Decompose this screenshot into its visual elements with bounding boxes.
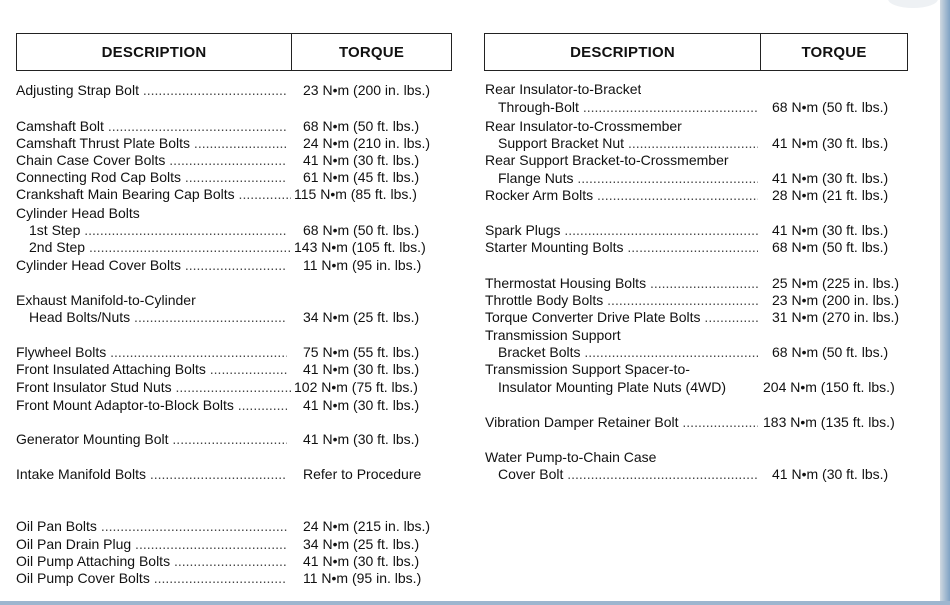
row-torque: 34 N•m (25 ft. lbs.) — [303, 536, 420, 552]
row-description: Cylinder Head Cover Bolts ..... — [16, 256, 287, 274]
row-description: Water Pump-to-Chain Case — [485, 449, 657, 465]
row-torque: 204 N•m (150 ft. lbs.) — [763, 379, 895, 395]
row-description: Cylinder Head Bolts — [16, 205, 140, 221]
row-description: Torque Converter Drive Plate Bolts ..... — [485, 308, 758, 326]
row-description: 2nd Step ..... — [29, 238, 291, 256]
row-description: Oil Pan Drain Plug ..... — [16, 535, 287, 553]
table-header-right — [484, 33, 908, 71]
row-torque: 41 N•m (30 ft. lbs.) — [772, 170, 889, 186]
row-torque: 31 N•m (270 in. lbs.) — [772, 309, 900, 325]
row-torque: 68 N•m (50 ft. lbs.) — [772, 99, 889, 115]
row-description: Oil Pan Bolts ..... — [16, 517, 287, 535]
row-torque: 183 N•m (135 ft. lbs.) — [763, 414, 895, 430]
row-description: Connecting Rod Cap Bolts ..... — [16, 168, 287, 186]
row-description: Front Insulator Stud Nuts ..... — [16, 378, 291, 396]
row-torque: 41 N•m (30 ft. lbs.) — [772, 135, 889, 151]
row-description: Cover Bolt ..... — [498, 465, 758, 483]
row-description: Insulator Mounting Plate Nuts (4WD) — [498, 379, 726, 395]
row-description: Exhaust Manifold-to-Cylinder — [16, 292, 196, 308]
row-torque: 102 N•m (75 ft. lbs.) — [294, 379, 418, 395]
row-description: Intake Manifold Bolts ..... — [16, 465, 287, 483]
row-description: Vibration Damper Retainer Bolt ..... — [485, 413, 758, 431]
row-torque: 68 N•m (50 ft. lbs.) — [772, 239, 889, 255]
row-torque: 41 N•m (30 ft. lbs.) — [303, 152, 420, 168]
row-torque: Refer to Procedure — [303, 466, 422, 482]
window-frame-bottom — [0, 601, 950, 605]
row-description: Bracket Bolts ..... — [498, 343, 758, 361]
window-corner — [888, 0, 938, 8]
row-description: Crankshaft Main Bearing Cap Bolts ..... — [16, 185, 291, 203]
row-description: Chain Case Cover Bolts ..... — [16, 151, 287, 169]
row-torque: 24 N•m (210 in. lbs.) — [303, 135, 431, 151]
row-description: Transmission Support Spacer-to- — [485, 361, 690, 377]
row-torque: 11 N•m (95 in. lbs.) — [303, 257, 422, 273]
row-torque: 143 N•m (105 ft. lbs.) — [294, 239, 426, 255]
description-header: DESCRIPTION — [17, 34, 292, 70]
row-torque: 24 N•m (215 in. lbs.) — [303, 518, 431, 534]
row-torque: 68 N•m (50 ft. lbs.) — [303, 222, 420, 238]
row-description: Starter Mounting Bolts ..... — [485, 238, 758, 256]
row-description: Through-Bolt ..... — [498, 98, 758, 116]
row-description: Throttle Body Bolts ..... — [485, 291, 758, 309]
table-header-left — [16, 33, 452, 71]
row-description: Head Bolts/Nuts ..... — [29, 308, 287, 326]
row-torque: 68 N•m (50 ft. lbs.) — [303, 118, 420, 134]
torque-header: TORQUE — [338, 43, 405, 61]
description-header: DESCRIPTION — [485, 34, 761, 70]
row-description: Rear Support Bracket-to-Crossmember — [485, 152, 729, 168]
row-description: Oil Pump Cover Bolts ..... — [16, 569, 287, 587]
row-description: Transmission Support — [485, 327, 621, 343]
row-description: Front Mount Adaptor-to-Block Bolts ..... — [16, 396, 287, 414]
row-description: Front Insulated Attaching Bolts ..... — [16, 360, 287, 378]
row-description: Thermostat Housing Bolts ..... — [485, 274, 758, 292]
torque-table-right — [484, 33, 908, 482]
row-torque: 41 N•m (30 ft. lbs.) — [303, 553, 420, 569]
torque-header: TORQUE — [801, 43, 867, 61]
row-torque: 25 N•m (225 in. lbs.) — [772, 275, 900, 291]
row-torque: 41 N•m (30 ft. lbs.) — [772, 222, 889, 238]
row-description: Flywheel Bolts ..... — [16, 343, 287, 361]
row-description: Oil Pump Attaching Bolts ..... — [16, 552, 287, 570]
row-torque: 23 N•m (200 in. lbs.) — [772, 292, 900, 308]
row-description: Adjusting Strap Bolt ..... — [16, 81, 287, 99]
row-torque: 41 N•m (30 ft. lbs.) — [772, 466, 889, 482]
row-description: Spark Plugs ..... — [485, 221, 758, 239]
row-description: Camshaft Thrust Plate Bolts ..... — [16, 134, 287, 152]
row-torque: 68 N•m (50 ft. lbs.) — [772, 344, 889, 360]
row-torque: 11 N•m (95 in. lbs.) — [303, 570, 422, 586]
row-description: Support Bracket Nut ..... — [498, 134, 758, 152]
row-description: Rear Insulator-to-Crossmember — [485, 118, 682, 134]
row-torque: 34 N•m (25 ft. lbs.) — [303, 309, 420, 325]
row-description: 1st Step ..... — [29, 221, 287, 239]
row-torque: 75 N•m (55 ft. lbs.) — [303, 344, 420, 360]
row-description: Flange Nuts ..... — [498, 169, 758, 187]
row-torque: 28 N•m (21 ft. lbs.) — [772, 187, 889, 203]
row-torque: 115 N•m (85 ft. lbs.) — [294, 186, 417, 202]
row-torque: 41 N•m (30 ft. lbs.) — [303, 361, 420, 377]
row-description: Rocker Arm Bolts ..... — [485, 186, 758, 204]
row-description: Rear Insulator-to-Bracket — [485, 81, 642, 97]
window-frame-right — [940, 0, 950, 605]
row-description: Camshaft Bolt ..... — [16, 117, 287, 135]
torque-table-left — [16, 33, 452, 586]
row-torque: 41 N•m (30 ft. lbs.) — [303, 431, 420, 447]
row-torque: 23 N•m (200 in. lbs.) — [303, 82, 431, 98]
row-torque: 61 N•m (45 ft. lbs.) — [303, 169, 420, 185]
row-torque: 41 N•m (30 ft. lbs.) — [303, 397, 420, 413]
row-description: Generator Mounting Bolt ..... — [16, 430, 287, 448]
